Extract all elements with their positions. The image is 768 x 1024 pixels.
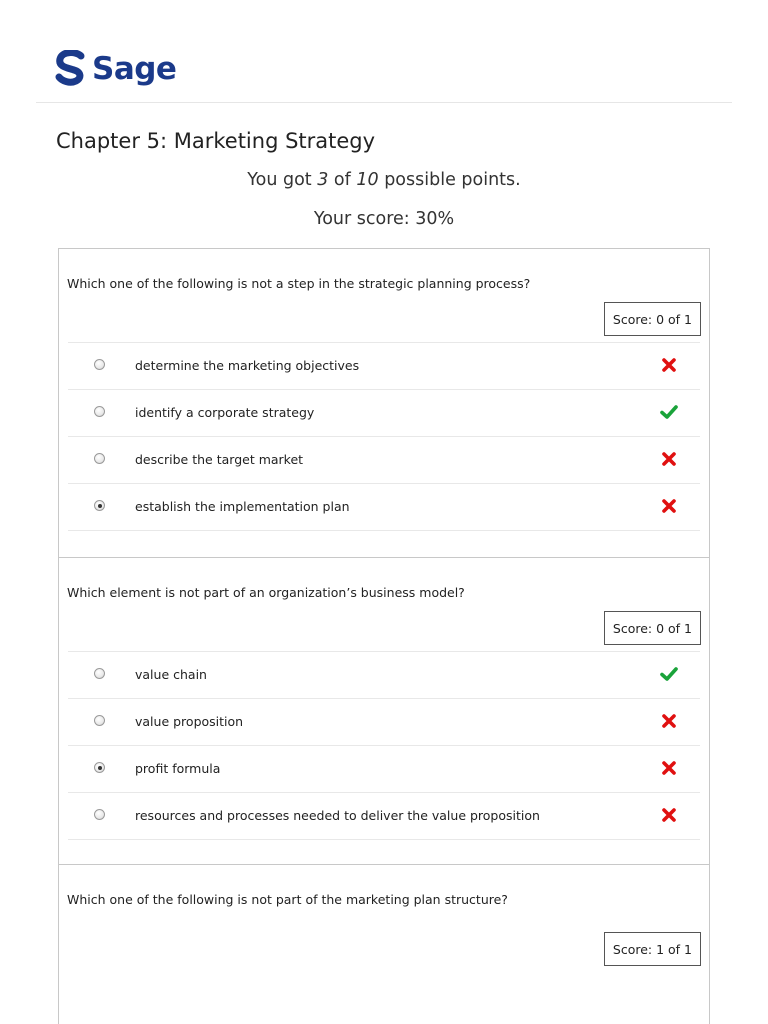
question-text: Which element is not part of an organization’s business model? — [67, 585, 465, 600]
points-middle: of — [328, 170, 357, 190]
page-title: Chapter 5: Marketing Strategy — [56, 129, 376, 153]
points-possible: 10 — [356, 170, 379, 190]
radio-button[interactable] — [94, 715, 105, 726]
question-score: Score: 0 of 1 — [604, 302, 701, 336]
answer-option — [68, 793, 700, 840]
answer-option — [68, 746, 700, 793]
answer-option — [68, 699, 700, 746]
answer-label: value chain — [135, 667, 207, 682]
sage-s-icon — [54, 50, 88, 88]
radio-button[interactable] — [94, 668, 105, 679]
points-earned: 3 — [317, 170, 329, 190]
answer-list — [68, 342, 700, 531]
answer-option — [68, 343, 700, 390]
sage-logo[interactable] — [54, 50, 176, 88]
brand-name: Sage — [92, 51, 177, 87]
answer-label: determine the marketing objectives — [135, 358, 360, 373]
site-header — [36, 0, 732, 103]
question-score: Score: 0 of 1 — [604, 611, 701, 645]
answer-label: resources and processes needed to deliver the value proposition — [135, 808, 540, 823]
points-prefix: You got — [247, 170, 318, 190]
x-icon — [660, 497, 678, 515]
radio-button[interactable] — [94, 453, 105, 464]
answer-option — [68, 484, 700, 531]
answer-label: describe the target market — [135, 452, 304, 467]
points-suffix: possible points. — [378, 170, 521, 190]
points-summary — [0, 170, 768, 190]
check-icon — [660, 403, 678, 421]
x-icon — [660, 356, 678, 374]
answer-label: profit formula — [135, 761, 221, 776]
x-icon — [660, 806, 678, 824]
answer-list — [68, 651, 700, 840]
x-icon — [660, 712, 678, 730]
score-summary: Your score: 30% — [313, 209, 455, 229]
radio-button-selected[interactable] — [94, 762, 105, 773]
radio-button[interactable] — [94, 406, 105, 417]
x-icon — [660, 450, 678, 468]
answer-label: establish the implementation plan — [135, 499, 350, 514]
radio-button[interactable] — [94, 809, 105, 820]
answer-label: identify a corporate strategy — [135, 405, 315, 420]
question-text: Which one of the following is not a step in the strategic planning process? — [67, 276, 531, 291]
answer-option — [68, 652, 700, 699]
x-icon — [660, 759, 678, 777]
question-text: Which one of the following is not part of the marketing plan structure? — [67, 892, 508, 907]
answer-option — [68, 390, 700, 437]
question-card-3 — [58, 864, 710, 1024]
answer-label: value proposition — [135, 714, 244, 729]
check-icon — [660, 665, 678, 683]
radio-button[interactable] — [94, 359, 105, 370]
question-card-2 — [58, 557, 710, 865]
radio-button-selected[interactable] — [94, 500, 105, 511]
question-score: Score: 1 of 1 — [604, 932, 701, 966]
question-card-1 — [58, 248, 710, 558]
answer-option — [68, 437, 700, 484]
